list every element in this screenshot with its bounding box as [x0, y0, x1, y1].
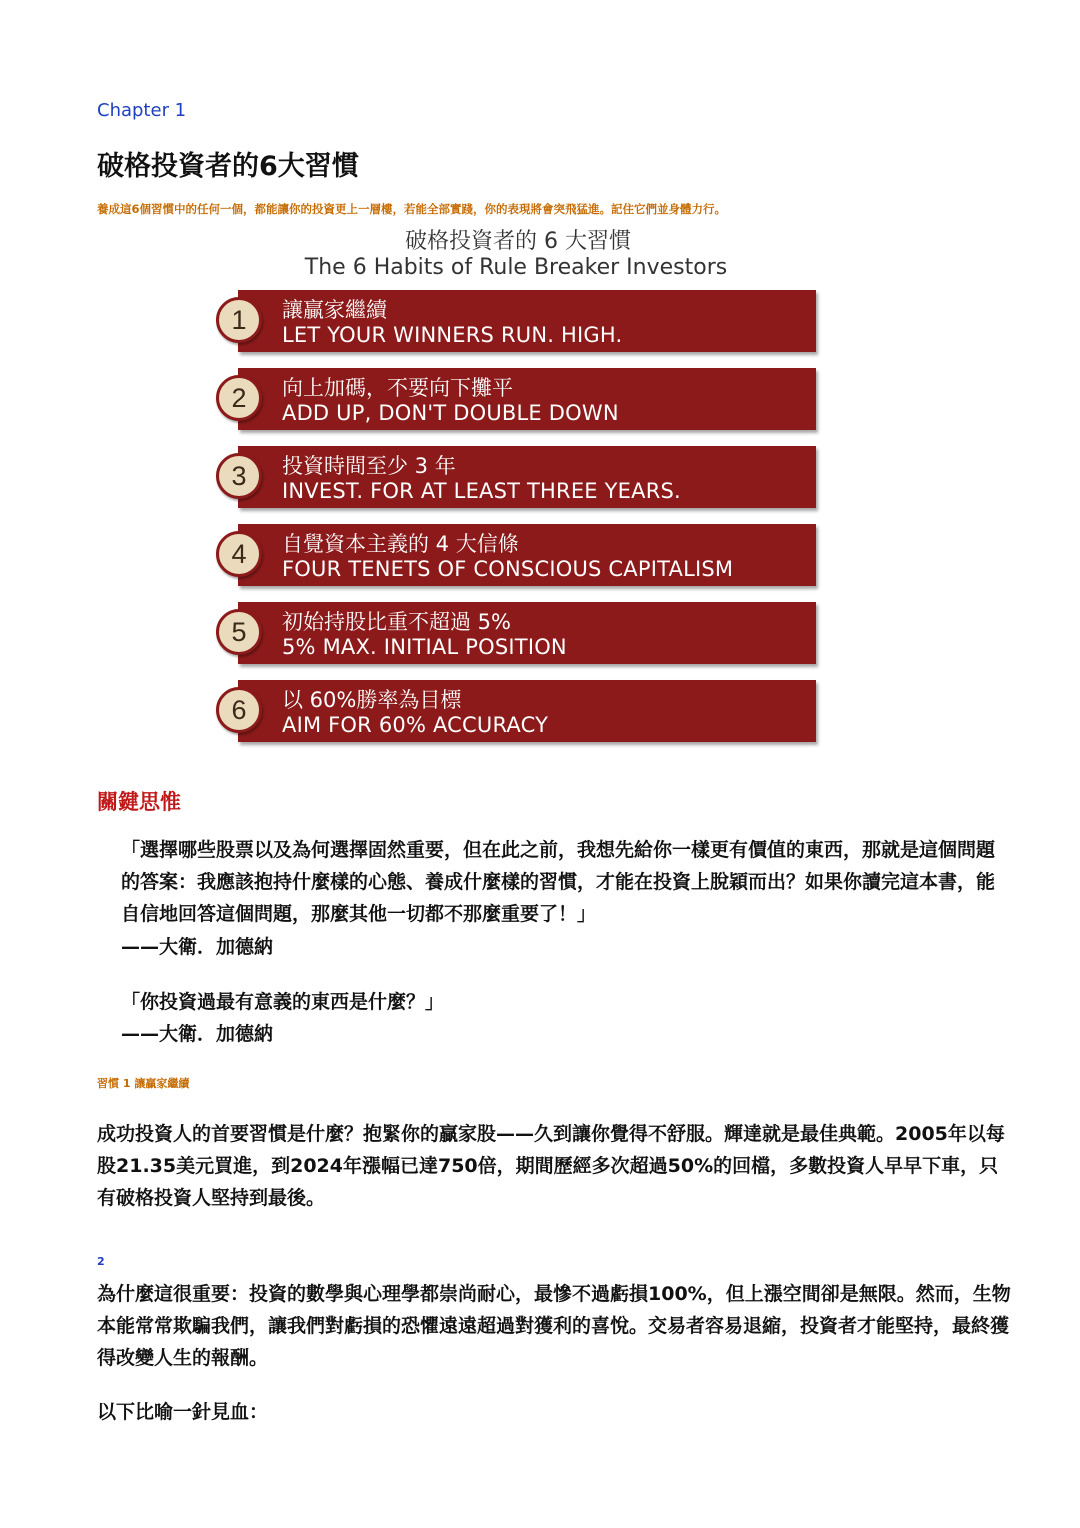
habit-number-badge: 5	[216, 609, 262, 655]
page-title: 破格投資者的6大習慣	[97, 151, 359, 182]
habit-label-en: 5% MAX. INITIAL POSITION	[282, 635, 567, 659]
chapter-label: Chapter 1	[97, 100, 187, 121]
habit-item-2	[216, 368, 820, 434]
habit-label-zh: 初始持股比重不超過 5%	[282, 610, 511, 634]
paragraph-2: 為什麼這很重要：投資的數學與心理學都崇尚耐心，最慘不過虧損100%，但上漲空間卻是無限。然而，生物本能常常欺騙我們，讓我們對虧損的恐懼遠遠超過對獲利的喜悅。交易者容易退縮，投資者才能堅持，最終獲得改變人生的報酬。	[97, 1283, 1011, 1369]
habit-label-zh: 向上加碼，不要向下攤平	[282, 376, 513, 400]
infographic-title-zh: 破格投資者的 6 大習慣	[405, 229, 631, 254]
habit-item-5	[216, 602, 820, 668]
intro-text: 養成這6個習慣中的任何一個，都能讓你的投資更上一層樓，若能全部實踐，你的表現將會突飛猛進。記住它們並身體力行。	[97, 202, 726, 216]
quote-1: 「選擇哪些股票以及為何選擇固然重要，但在此之前，我想先給你一樣更有價值的東西，那就是這個問題的答案：我應該抱持什麼樣的心態、養成什麼樣的習慣，才能在投資上脫穎而出？如果你讀完這本書，能自信地回答這個問題，那麼其他一切都不那麼重要了！」	[121, 839, 996, 925]
infographic-title-en: The 6 Habits of Rule Breaker Investors	[304, 255, 728, 280]
habit-1-heading: 習慣 1 讓贏家繼續	[97, 1077, 190, 1090]
habit-label-zh: 投資時間至少 3 年	[282, 454, 456, 478]
habit-label-en: ADD UP, DON'T DOUBLE DOWN	[282, 401, 619, 425]
habit-label-zh: 讓贏家繼續	[282, 298, 387, 322]
habit-number-badge: 6	[216, 687, 262, 733]
habit-item-6	[216, 680, 820, 746]
paragraph-3: 以下比喻一針見血：	[97, 1401, 269, 1423]
habit-number-badge: 4	[216, 531, 262, 577]
habit-label-zh: 自覺資本主義的 4 大信條	[282, 532, 519, 556]
paragraph-1: 成功投資人的首要習慣是什麼？抱緊你的贏家股——久到讓你覺得不舒服。輝達就是最佳典範。2005年以每股21.35美元買進，到2024年漲幅已達750倍，期間歷經多次超過50%的回檔，多數投資人早早下車，只有破格投資人堅持到最後。	[97, 1123, 1005, 1209]
habit-label-en: AIM FOR 60% ACCURACY	[282, 713, 549, 737]
habit-label-en: LET YOUR WINNERS RUN. HIGH.	[282, 323, 623, 347]
habit-item-1	[216, 290, 820, 356]
habit-item-3	[216, 446, 820, 512]
key-thinking-heading: 關鍵思惟	[97, 790, 181, 814]
habit-number-badge: 2	[216, 375, 262, 421]
habit-number-badge: 1	[216, 297, 262, 343]
habit-number-badge: 3	[216, 453, 262, 499]
page-number: 2	[97, 1255, 105, 1268]
habit-label-zh: 以 60%勝率為目標	[282, 688, 462, 712]
habit-item-4	[216, 524, 820, 590]
quote-1-author: ——大衛．加德納	[121, 936, 274, 958]
quote-2: 「你投資過最有意義的東西是什麼？」	[121, 991, 445, 1013]
habit-label-en: INVEST. FOR AT LEAST THREE YEARS.	[282, 479, 681, 503]
habit-label-en: FOUR TENETS OF CONSCIOUS CAPITALISM	[282, 557, 734, 581]
habits-infographic	[216, 224, 820, 752]
quote-2-author: ——大衛．加德納	[121, 1023, 274, 1045]
